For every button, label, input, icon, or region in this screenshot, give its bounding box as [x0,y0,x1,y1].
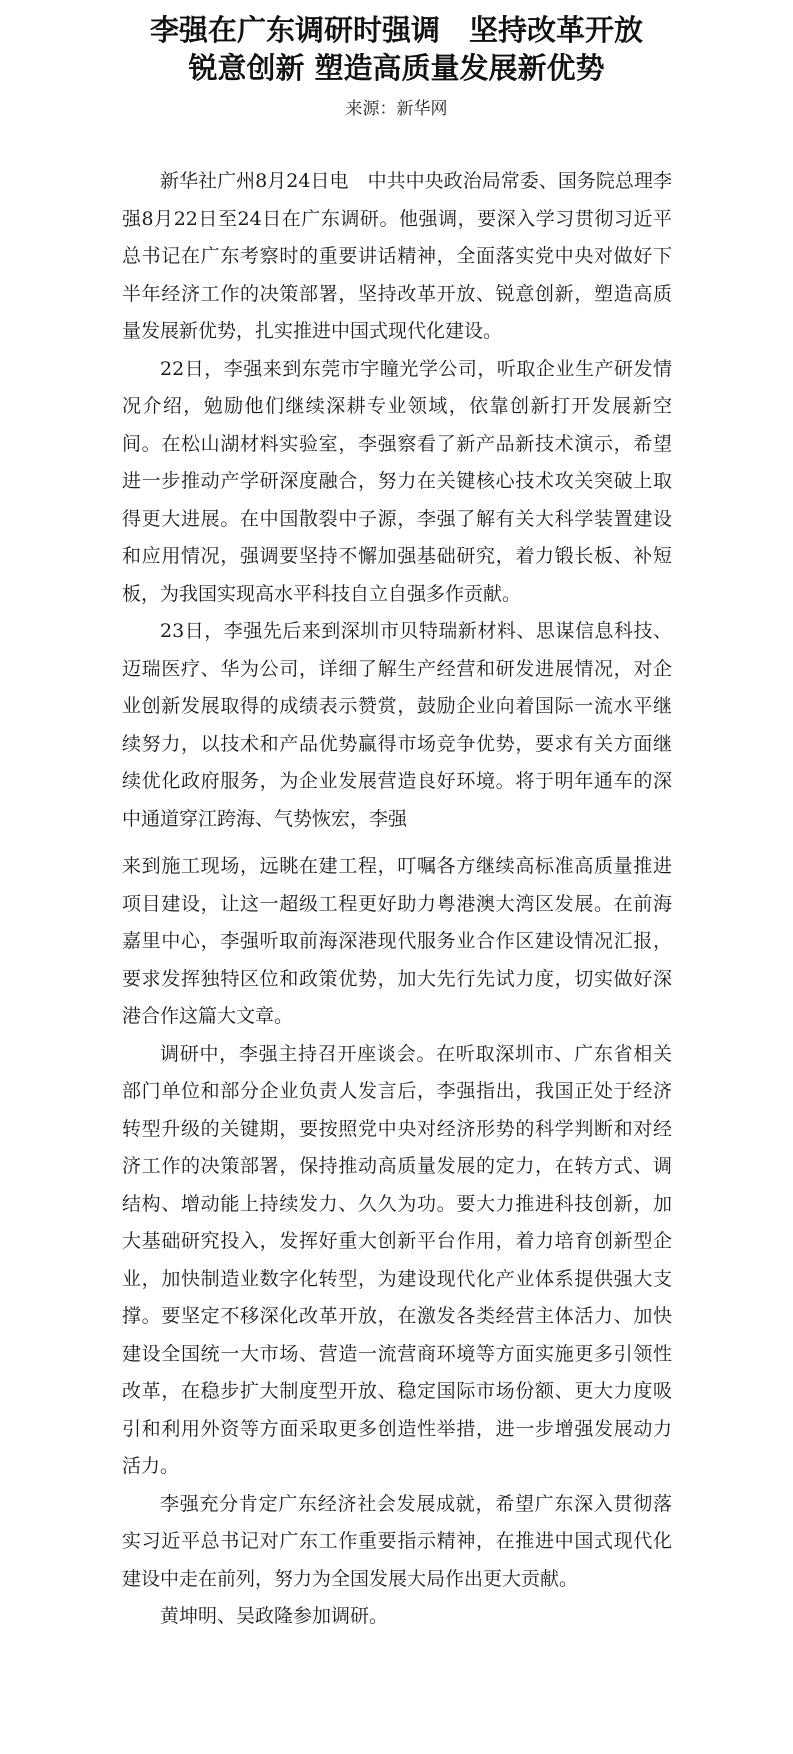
paragraph-attendees: 黄坤明、吴政隆参加调研。 [160,1605,389,1627]
paragraph-shenzhen: 23日，李强先后来到深圳市贝特瑞新材料、思谋信息科技、迈瑞医疗、华为公司，详细了解生产经营和研发进展情况，对企业创新发展取得的成绩表示赞赏，鼓励企业向着国际一流水平继续努力，以技术和产品优势赢得市场竞争优势，要求有关方面继续优化政府服务，为企业发展营造良好环境。将于明年通车的深中通道穿江跨海、气势恢宏，李强 [122,620,672,830]
paragraph-break-gap [122,838,672,848]
headline-line-2: 锐意创新 塑造高质量发展新优势 [188,51,605,85]
paragraph-symposium: 调研中，李强主持召开座谈会。在听取深圳市、广东省相关部门单位和部分企业负责人发言后，李强指出，我国正处于经济转型升级的关键期，要按照党中央对经济形势的科学判断和对经济工作的决策部署，保持推动高质量发展的定力，在转方式、调结构、增动能上持续发力、久久为功。要大力推进科技创新，加大基础研究投入，发挥好重大创新平台作用，着力培育创新型企业，加快制造业数字化转型，为建设现代化产业体系提供强大支撑。要坚定不移深化改革开放，在激发各类经营主体活力、加快建设全国统一大市场、营造一流营商环境等方面实施更多引领性改革，在稳步扩大制度型开放、稳定国际市场份额、更大力度吸引和利用外资等方面采取更多创造性举措，进一步增强发展动力活力。 [122,1042,672,1477]
paragraph-lead: 新华社广州8月24日电 中共中央政治局常委、国务院总理李强8月22日至24日在广东调研。他强调，要深入学习贯彻习近平总书记在广东考察时的重要讲话精神，全面落实党中央对做好下半年经济工作的决策部署，坚持改革开放、锐意创新，塑造高质量发展新优势，扎实推进中国式现代化建设。 [122,170,672,342]
paragraph-dongguan: 22日，李强来到东莞市宇瞳光学公司，听取企业生产研发情况介绍，勉励他们继续深耕专业领域，依靠创新打开发展新空间。在松山湖材料实验室，李强察看了新产品新技术演示，希望进一步推动产学研深度融合，努力在关键核心技术攻关突破上取得更大进展。在中国散裂中子源，李强了解有关大科学装置建设和应用情况，强调要坚持不懈加强基础研究，着力锻长板、补短板，为我国实现高水平科技自立自强多作贡献。 [122,357,672,605]
paragraph-guangdong: 李强充分肯定广东经济社会发展成就，希望广东深入贯彻落实习近平总书记对广东工作重要指示精神，在推进中国式现代化建设中走在前列，努力为全国发展大局作出更大贡献。 [122,1492,672,1590]
paragraph-shenzhen-continued: 来到施工现场，远眺在建工程，叮嘱各方继续高标准高质量推进项目建设，让这一超级工程更好助力粤港澳大湾区发展。在前海嘉里中心，李强听取前海深港现代服务业合作区建设情况汇报，要求发挥独特区位和政策优势，加大先行先试力度，切实做好深港合作这篇大文章。 [122,855,672,1027]
source-line: 来源：新华网 [345,99,448,119]
article-body [122,163,672,1636]
headline-line-1: 李强在广东调研时强调 坚持改革开放 [149,13,643,47]
